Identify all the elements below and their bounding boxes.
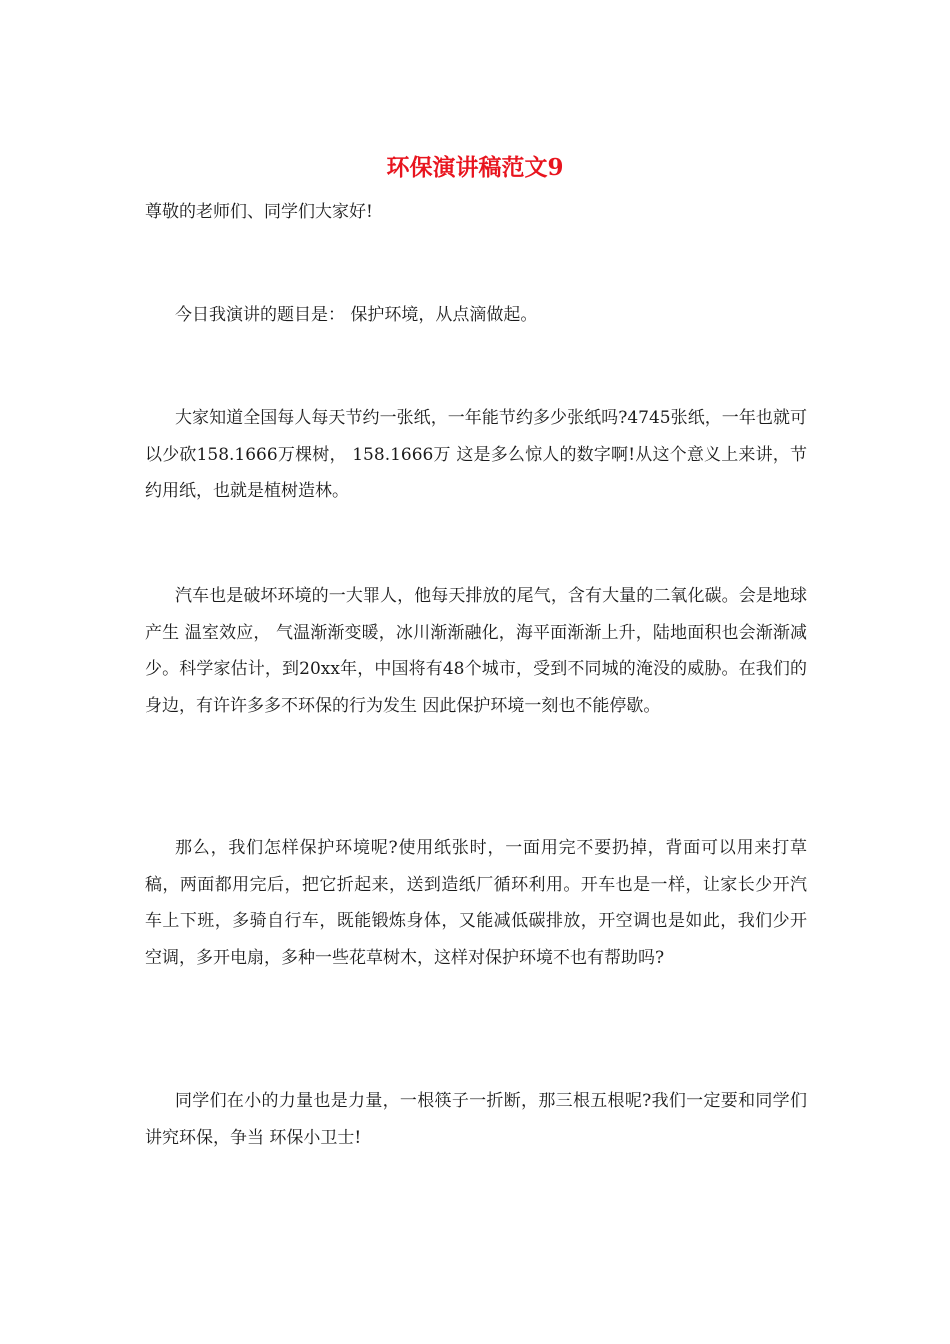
paragraph: 大家知道全国每人每天节约一张纸，一年能节约多少张纸吗?4745张纸，一年也就可以少砍158.1666万棵树， 158.1666万 这是多么惊人的数字啊!从这个意义上来讲，节约用纸，也就是植树造林。 — [145, 408, 807, 501]
paragraph: 同学们在小的力量也是力量，一根筷子一折断，那三根五根呢?我们一定要和同学们讲究环保，争当 环保小卫士! — [145, 1091, 807, 1148]
paragraph: 汽车也是破坏环境的一大罪人，他每天排放的尾气，含有大量的二氧化碳。会是地球产生 温室效应， 气温渐渐变暖，冰川渐渐融化，海平面渐渐上升，陆地面积也会渐渐减少。科学家估计，到20xx年，中国将有48个城市，受到不同城的淹没的威胁。在我们的身边，有许许多多不环保的行为发生 因此保护环境一刻也不能停歇。 — [145, 586, 807, 716]
document-title: 环保演讲稿范文9 — [386, 154, 564, 181]
greeting-line: 尊敬的老师们、同学们大家好! — [145, 202, 373, 222]
paragraph: 那么，我们怎样保护环境呢?使用纸张时，一面用完不要扔掉，背面可以用来打草稿，两面都用完后，把它折起来，送到造纸厂循环利用。开车也是一样，让家长少开汽车上下班，多骑自行车，既能锻炼身体，又能减低碳排放，开空调也是如此，我们少开空调，多开电扇，多种一些花草树木，这样对保护环境不也有帮助吗? — [145, 838, 807, 968]
paragraph: 今日我演讲的题目是： 保护环境，从点滴做起。 — [175, 305, 538, 325]
